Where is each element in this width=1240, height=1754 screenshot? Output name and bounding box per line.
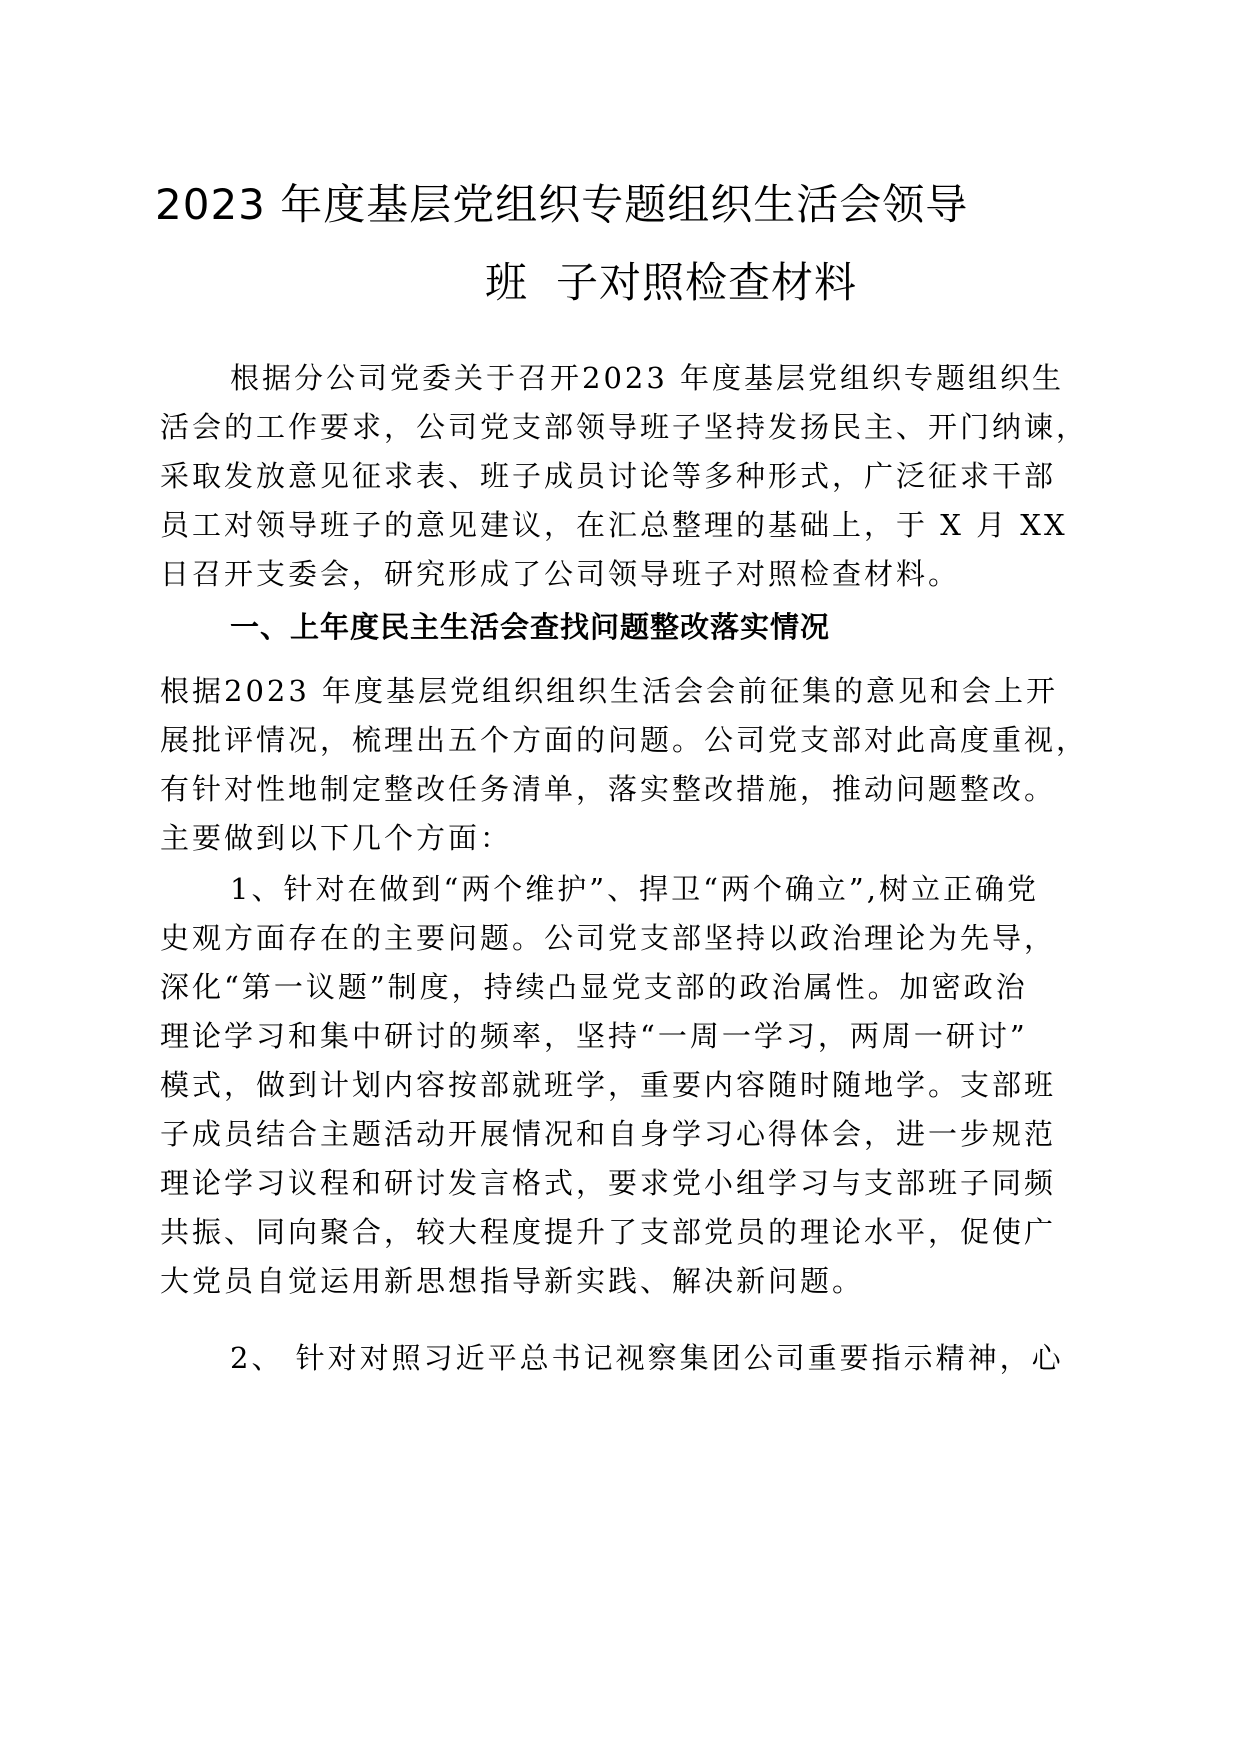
paragraph-line: 主要做到以下几个方面： — [160, 821, 513, 855]
paragraph-line: 大党员自觉运用新思想指导新实践、解决新问题。 — [160, 1264, 865, 1298]
paragraph-line: 模式，做到计划内容按部就班学，重要内容随时随地学。支部班 — [160, 1068, 1057, 1102]
paragraph-line: 史观方面存在的主要问题。公司党支部坚持以政治理论为先导， — [160, 921, 1057, 955]
paragraph-line: 深化“第一议题”制度，持续凸显党支部的政治属性。加密政治 — [160, 970, 1028, 1004]
title-line-2-part-a: 班 — [485, 258, 529, 307]
title-line-2-part-b: 子对照检查材料 — [556, 258, 858, 307]
item-2-paragraph — [160, 1334, 1090, 1383]
paragraph-line: 根据2023 年度基层党组织组织生活会会前征集的意见和会上开 — [160, 674, 1059, 708]
paragraph-line: 共振、同向聚合，较大程度提升了支部党员的理论水平，促使广 — [160, 1215, 1057, 1249]
item-1-paragraph — [160, 865, 1090, 1306]
paragraph-line: 采取发放意见征求表、班子成员讨论等多种形式，广泛征求干部 — [160, 459, 1057, 493]
paragraph-line: 展批评情况，梳理出五个方面的问题。公司党支部对此高度重视， — [160, 723, 1089, 757]
paragraph-line: 员工对领导班子的意见建议，在汇总整理的基础上，于 X 月 XX — [160, 508, 1068, 542]
section-heading-1: 一、上年度民主生活会查找问题整改落实情况 — [230, 610, 831, 644]
document-title-line-2 — [485, 253, 1240, 313]
paragraph-line: 1、针对在做到“两个维护”、捍卫“两个确立”,树立正确党 — [230, 872, 1039, 906]
paragraph-line: 理论学习和集中研讨的频率，坚持“一周一学习，两周一研讨” — [160, 1019, 1028, 1053]
paragraph-line: 子成员结合主题活动开展情况和自身学习心得体会，进一步规范 — [160, 1117, 1057, 1151]
paragraph-line: 活会的工作要求，公司党支部领导班子坚持发扬民主、开门纳谏， — [160, 410, 1089, 444]
intro-paragraph — [160, 354, 1090, 599]
paragraph-line: 日召开支委会，研究形成了公司领导班子对照检查材料。 — [160, 557, 961, 591]
paragraph-line: 有针对性地制定整改任务清单，落实整改措施，推动问题整改。 — [160, 772, 1057, 806]
paragraph-line: 2、 针对对照习近平总书记视察集团公司重要指示精神，心 — [230, 1341, 1064, 1375]
section-1-paragraph — [160, 667, 1090, 863]
paragraph-line: 理论学习议程和研讨发言格式，要求党小组学习与支部班子同频 — [160, 1166, 1057, 1200]
document-title-line-1: 2023 年度基层党组织专题组织生活会领导 — [155, 180, 969, 229]
paragraph-line: 根据分公司党委关于召开2023 年度基层党组织专题组织生 — [230, 361, 1065, 395]
